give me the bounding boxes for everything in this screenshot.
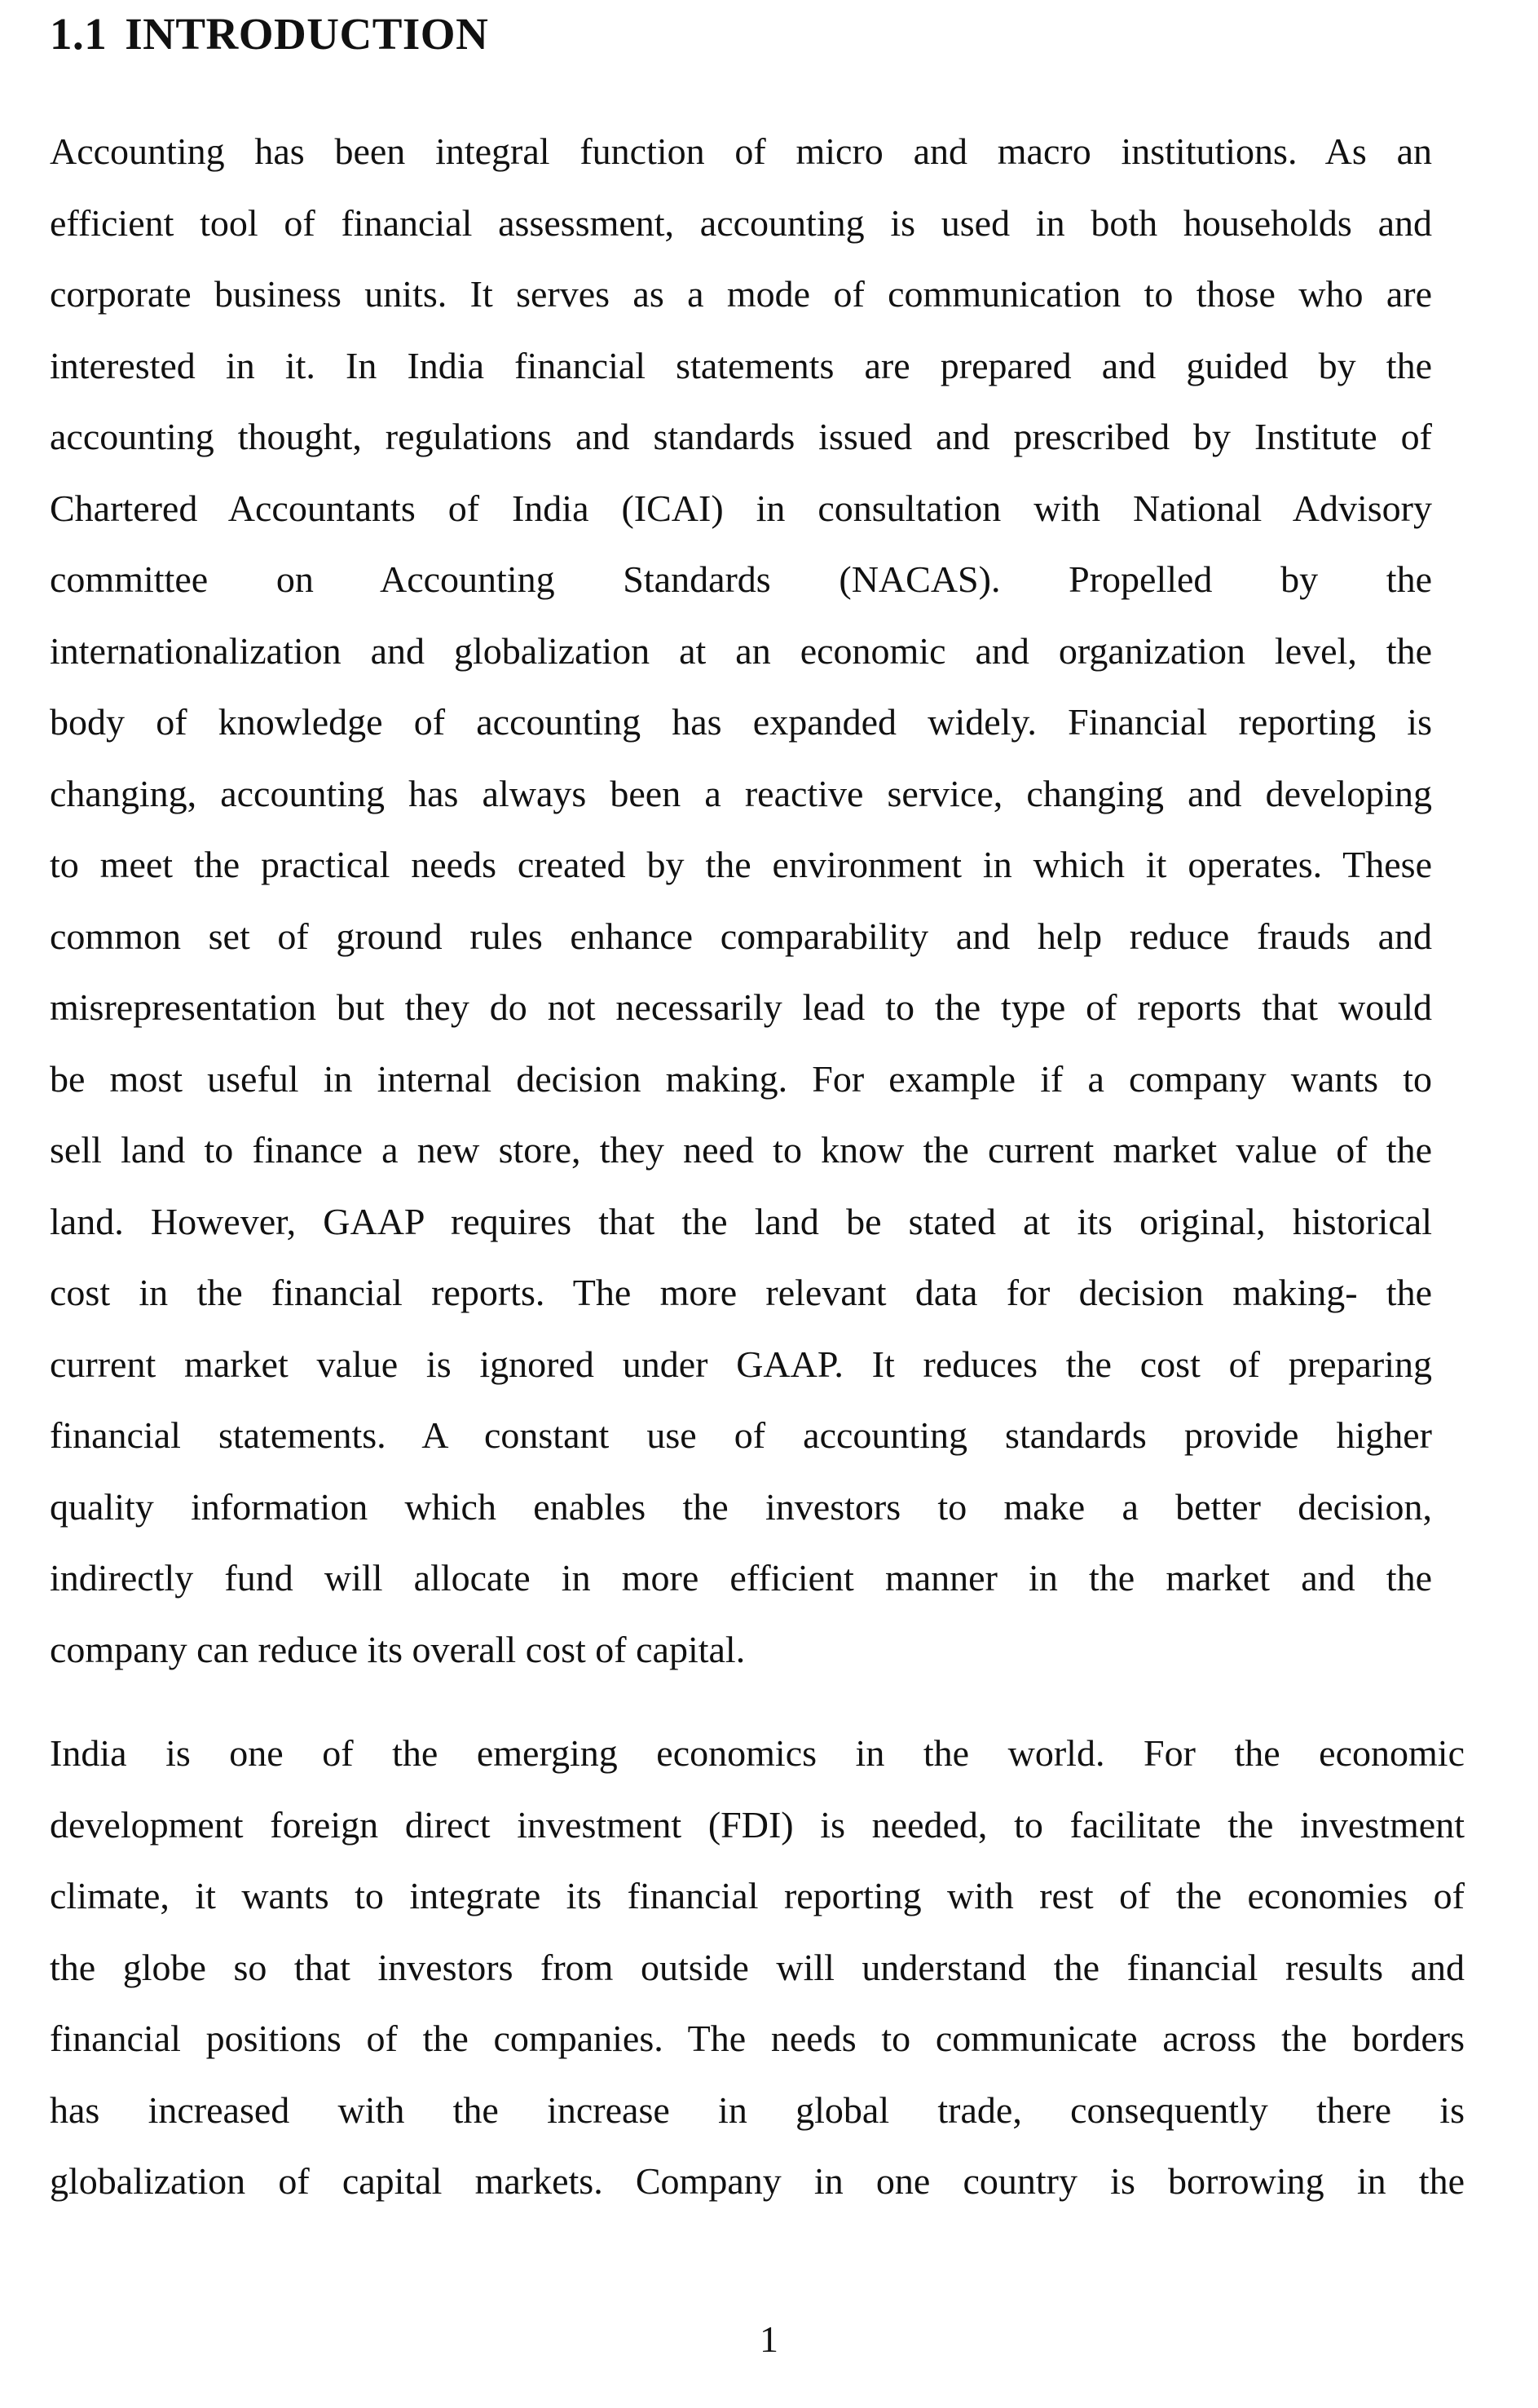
text-line: land. However, GAAP requires that the land be stated at its original, historical bbox=[50, 1200, 1432, 1242]
text-line: internationalization and globalization at an economic and organization level, the bbox=[50, 629, 1432, 672]
paragraph-1 bbox=[50, 116, 1432, 1685]
text-line: the globe so that investors from outside will understand the financial results and bbox=[50, 1946, 1465, 1988]
text-line: quality information which enables the investors to make a better decision, bbox=[50, 1485, 1432, 1528]
paragraph-2 bbox=[50, 1718, 1465, 2217]
text-line: committee on Accounting Standards (NACAS). Propelled by the bbox=[50, 558, 1432, 600]
text-line: cost in the financial reports. The more relevant data for decision making- the bbox=[50, 1272, 1432, 1313]
text-line: Accounting has been integral function of micro and macro institutions. As an bbox=[50, 130, 1432, 172]
text-line: sell land to finance a new store, they need to know the current market value of the bbox=[50, 1129, 1432, 1171]
text-line: financial positions of the companies. The needs to communicate across the borders bbox=[50, 2018, 1465, 2059]
text-line: misrepresentation but they do not necessarily lead to the type of reports that would bbox=[50, 986, 1432, 1028]
text-line: climate, it wants to integrate its financial reporting with rest of the economies of bbox=[50, 1875, 1465, 1916]
text-line: Chartered Accountants of India (ICAI) in consultation with National Advisory bbox=[50, 487, 1432, 529]
text-line: indirectly fund will allocate in more efficient manner in the market and the bbox=[50, 1557, 1432, 1599]
text-line: interested in it. In India financial statements are prepared and guided by the bbox=[50, 344, 1432, 386]
text-line: has increased with the increase in global trade, consequently there is bbox=[50, 2088, 1465, 2131]
section-title: INTRODUCTION bbox=[125, 9, 489, 59]
text-line: efficient tool of financial assessment, accounting is used in both households and bbox=[50, 201, 1432, 244]
text-line: development foreign direct investment (FDI) is needed, to facilitate the investment bbox=[50, 1803, 1465, 1846]
text-line: accounting thought, regulations and standards issued and prescribed by Institute of bbox=[50, 416, 1432, 457]
text-line: body of knowledge of accounting has expanded widely. Financial reporting is bbox=[50, 701, 1432, 743]
text-line: current market value is ignored under GAAP. It reduces the cost of preparing bbox=[50, 1343, 1432, 1385]
text-line: India is one of the emerging economics in the world. For the economic bbox=[50, 1732, 1465, 1774]
text-line: to meet the practical needs created by the environment in which it operates. These bbox=[50, 844, 1432, 885]
text-line: financial statements. A constant use of accounting standards provide higher bbox=[50, 1414, 1432, 1456]
text-line: changing, accounting has always been a reactive service, changing and developing bbox=[50, 772, 1432, 814]
text-line: globalization of capital markets. Company in one country is borrowing in the bbox=[50, 2160, 1465, 2202]
section-number: 1.1 bbox=[50, 9, 108, 59]
text-line: common set of ground rules enhance comparability and help reduce frauds and bbox=[50, 915, 1432, 957]
text-line: company can reduce its overall cost of capital. bbox=[50, 1628, 746, 1670]
text-line: be most useful in internal decision making. For example if a company wants to bbox=[50, 1057, 1432, 1100]
section-heading bbox=[50, 2, 488, 67]
text-line: corporate business units. It serves as a mode of communication to those who are bbox=[50, 273, 1432, 315]
page-number: 1 bbox=[760, 2318, 778, 2360]
